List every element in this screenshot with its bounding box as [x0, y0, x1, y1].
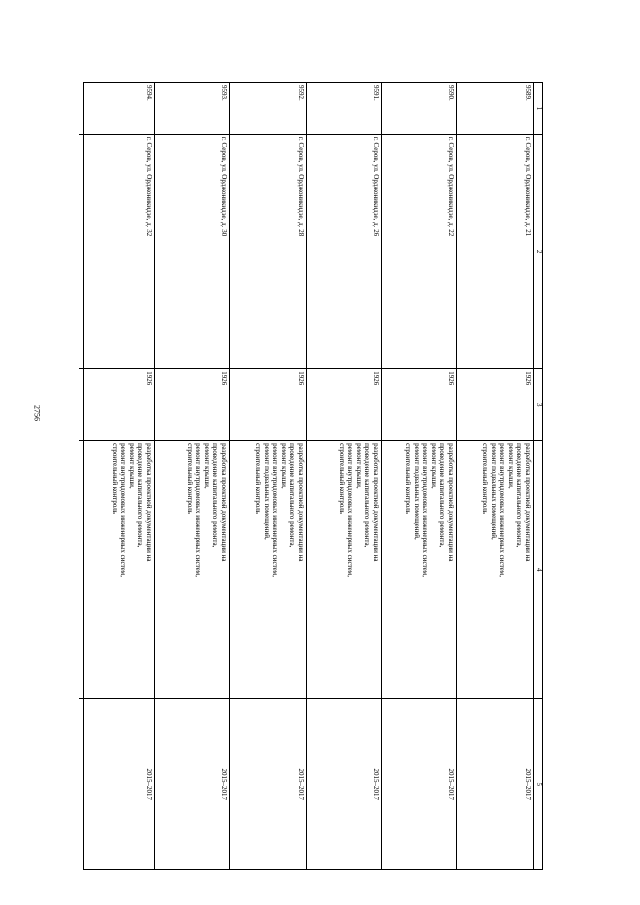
work-item: проведение капитального ремонта,: [136, 443, 145, 548]
work-item: разработка проектной документации на: [524, 443, 532, 562]
work-item: ремонт крыши,: [279, 443, 288, 489]
work-item: ремонт подвальных помещений,: [412, 443, 421, 540]
row-number: 9591.: [307, 83, 381, 135]
table-header-row: [533, 83, 542, 869]
address-cell: г. Серов, ул. Орджоникидзе, д. 30: [155, 135, 229, 369]
row-number: 9594.: [79, 83, 154, 135]
period-cell: 2015–2017: [372, 768, 380, 800]
work-item: ремонт внутридомовых инженерных систем,: [119, 443, 128, 577]
build-year-cell: 1926: [457, 369, 533, 441]
work-item: разработка проектной документации на: [220, 443, 228, 562]
address-cell: г. Серов, ул. Орджоникидзе, д. 21: [457, 135, 533, 369]
work-item: строительный контроль: [337, 443, 346, 514]
header-col-2: 2: [534, 135, 542, 369]
work-item: строительный контроль: [185, 443, 194, 514]
build-year-cell: 1926: [155, 369, 229, 441]
work-item: проведение капитального ремонта,: [288, 443, 297, 548]
table-row: [154, 83, 229, 869]
work-item: ремонт крыши,: [127, 443, 136, 489]
period-cell: 2015–2017: [220, 768, 228, 800]
build-year-cell: 1926: [382, 369, 456, 441]
work-item: ремонт крыши,: [202, 443, 211, 489]
work-item: ремонт крыши,: [506, 443, 515, 489]
period-cell: 2015–2017: [447, 768, 455, 800]
work-item: проведение капитального ремонта,: [515, 443, 524, 548]
header-col-4: 4: [534, 441, 542, 699]
work-item: ремонт внутридомовых инженерных систем,: [498, 443, 507, 577]
works-cell: [155, 441, 229, 699]
work-item: ремонт внутридомовых инженерных систем,: [346, 443, 355, 577]
work-item: ремонт внутридомовых инженерных систем,: [271, 443, 280, 577]
work-item: строительный контроль: [404, 443, 413, 514]
row-number: 9593.: [155, 83, 229, 135]
table-row: [306, 83, 381, 869]
work-item: ремонт крыши,: [429, 443, 438, 489]
work-item: строительный контроль: [254, 443, 263, 514]
works-cell: [457, 441, 533, 699]
works-cell: [79, 441, 154, 699]
work-item: разработка проектной документации на: [297, 443, 305, 562]
period-cell: 2015–2017: [145, 768, 153, 800]
works-cell: [230, 441, 306, 699]
works-cell: [307, 441, 381, 699]
table-frame: [83, 82, 543, 870]
build-year-cell: 1926: [307, 369, 381, 441]
address-cell: г. Серов, ул. Орджоникидзе, д. 26: [307, 135, 381, 369]
address-cell: г. Серов, ул. Орджоникидзе, д. 28: [230, 135, 306, 369]
build-year-cell: 1926: [230, 369, 306, 441]
work-item: строительный контроль: [481, 443, 490, 514]
header-col-1: 1: [534, 83, 542, 135]
work-item: проведение капитального ремонта,: [211, 443, 220, 548]
work-item: проведение капитального ремонта,: [438, 443, 447, 548]
build-year-cell: 1926: [79, 369, 154, 441]
work-item: ремонт подвальных помещений,: [489, 443, 498, 540]
row-number: 9592.: [230, 83, 306, 135]
table-row: [79, 83, 154, 869]
work-item: ремонт подвальных помещений,: [262, 443, 271, 540]
work-item: ремонт крыши,: [354, 443, 363, 489]
work-item: разработка проектной документации на: [447, 443, 455, 562]
work-item: проведение капитального ремонта,: [363, 443, 372, 548]
header-col-3: 3: [534, 369, 542, 441]
work-item: строительный контроль: [110, 443, 119, 514]
period-cell: 2015–2017: [297, 768, 305, 800]
row-number: 9590.: [382, 83, 456, 135]
work-item: ремонт внутридомовых инженерных систем,: [194, 443, 203, 577]
table-row: [381, 83, 456, 869]
repair-schedule-table: [83, 82, 543, 870]
work-item: разработка проектной документации на: [145, 443, 153, 562]
work-item: ремонт внутридомовых инженерных систем,: [421, 443, 430, 577]
header-col-5: 5: [535, 782, 543, 786]
work-item: разработка проектной документации на: [372, 443, 380, 562]
table-row: [229, 83, 306, 869]
table-row: [456, 83, 533, 869]
row-number: 9589.: [457, 83, 533, 135]
period-cell: 2015–2017: [524, 768, 532, 800]
address-cell: г. Серов, ул. Орджоникидзе, д. 22: [382, 135, 456, 369]
address-cell: г. Серов, ул. Орджоникидзе, д. 32: [79, 135, 154, 369]
page-number: [27, 383, 47, 443]
page-number-text: 2756: [32, 405, 42, 421]
works-cell: [382, 441, 456, 699]
